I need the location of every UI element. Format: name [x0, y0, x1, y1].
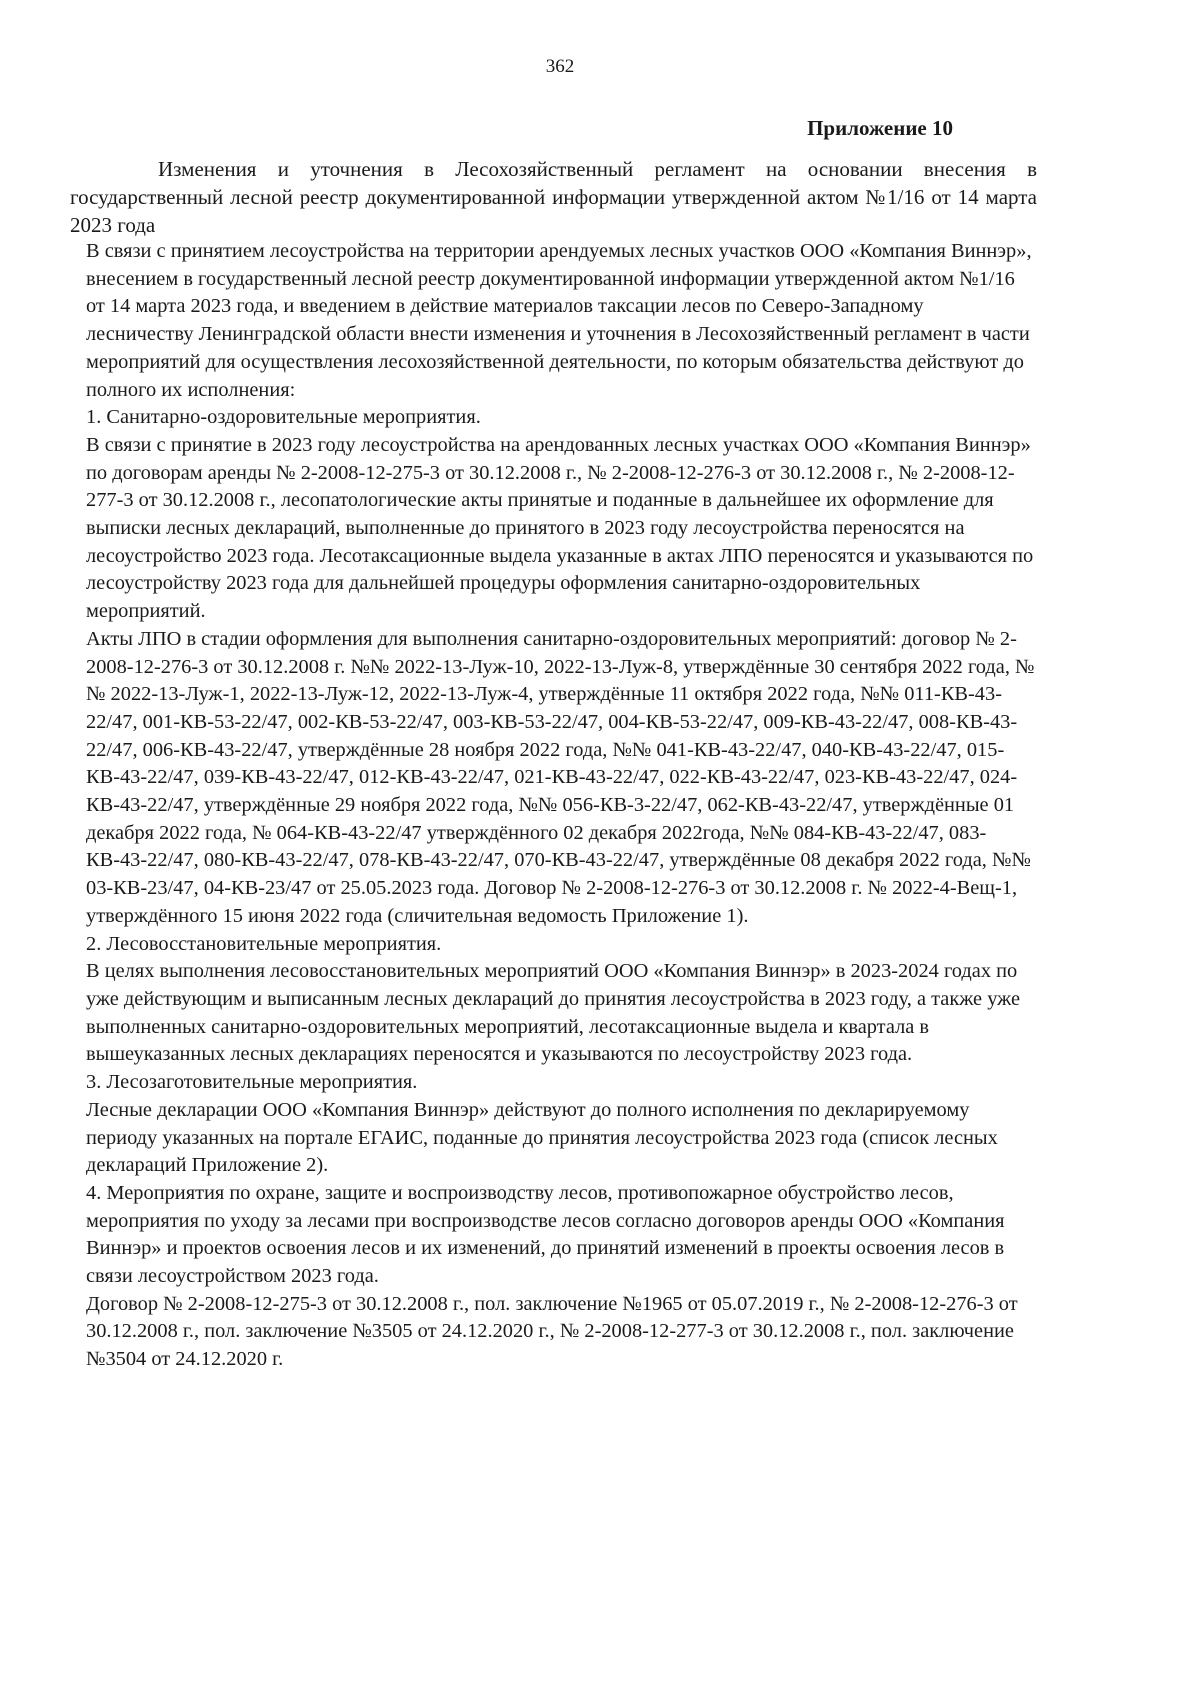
paragraph-reforestation: В целях выполнения лесовосстановительных мероприятий ООО «Компания Виннэр» в 2023-2024 годах по уже действующим и выписанным лесных деклараций до принятия лесоустройства в 2023 году, а также уже выполненных санитарно-оздоровительных мероприятий, лесотаксационные выдела и квартала в вышеуказанных лесных декларациях переносятся и указываются по лесоустройству 2023 года. [86, 960, 1021, 1066]
body-text [86, 238, 1036, 1374]
page-number: 362 [545, 56, 575, 77]
paragraph-logging: Лесные декларации ООО «Компания Виннэр» действуют до полного исполнения по декларируемому периоду указанных на портале ЕГАИС, поданные до принятия лесоустройства 2023 года (список лесных деклараций Приложение 2). [86, 1098, 998, 1177]
intro-heading: Изменения и уточнения в Лесохозяйственный регламент на основании внесения в государственный лесной реестр документированной информации утвержденной актом №1/16 от 14 марта 2023 года [70, 157, 1037, 237]
appendix-label: Приложение 10 [807, 116, 953, 140]
paragraph-sanitary: В связи с принятие в 2023 году лесоустройства на арендованных лесных участках ООО «Компания Виннэр» по договорам аренды № 2-2008-12-275-3 от 30.12.2008 г., № 2-2008-12-276-3 от 30.12.2008 г., № 2-2008-12-277-3 от 30.12.2008 г., лесопатологические акты принятые и поданные в дальнейшее их оформление для выписки лесных деклараций, выполненные до принятого в 2023 году лесоустройства переносятся на лесоустройство 2023 года. Лесотаксационные выдела указанные в актах ЛПО переносятся и указываются по лесоустройству 2023 года для дальнейшей процедуры оформления санитарно-оздоровительных мероприятий. [86, 433, 1034, 623]
section-heading-sanitary: 1. Санитарно-оздоровительные мероприятия. [86, 406, 481, 429]
section-heading-reforestation: 2. Лесовосстановительные мероприятия. [86, 932, 442, 955]
paragraph-contracts: Договор № 2-2008-12-275-3 от 30.12.2008 г., пол. заключение №1965 от 05.07.2019 г., № 2-2008-12-276-3 от 30.12.2008 г., пол. заключение №3505 от 24.12.2020 г., № 2-2008-12-277-3 от 30.12.2008 г., пол. заключение №3504 от 24.12.2020 г. [86, 1292, 1018, 1371]
section-heading-logging: 3. Лесозаготовительные мероприятия. [86, 1071, 418, 1094]
paragraph-preamble: В связи с принятием лесоустройства на территории арендуемых лесных участков ООО «Компания Виннэр», внесением в государственный лесной реестр документированной информации утвержденной актом №1/16 от 14 марта 2023 года, и введением в действие материалов таксации лесов по Северо-Западному лесничеству Ленинградской области внести изменения и уточнения в Лесохозяйственный регламент в части мероприятий для осуществления лесохозяйственной деятельности, по которым обязательства действуют до полного их исполнения: [86, 240, 1032, 401]
section-heading-protection: 4. Мероприятия по охране, защите и воспроизводству лесов, противопожарное обустройство лесов, мероприятия по уходу за лесами при воспроизводстве лесов согласно договоров аренды ООО «Компания Виннэр» и проектов освоения лесов и их изменений, до принятий изменений в проекты освоения лесов в связи лесоустройством 2023 года. [86, 1181, 1005, 1288]
paragraph-lpo-acts: Акты ЛПО в стадии оформления для выполнения санитарно-оздоровительных мероприятий: договор № 2-2008-12-276-3 от 30.12.2008 г. №№ 2022-13-Луж-10, 2022-13-Луж-8, утверждённые 30 сентября 2022 года, №№ 2022-13-Луж-1, 2022-13-Луж-12, 2022-13-Луж-4, утверждённые 11 октября 2022 года, №№ 011-КВ-43-22/47, 001-КВ-53-22/47, 002-КВ-53-22/47, 003-КВ-53-22/47, 004-КВ-53-22/47, 009-КВ-43-22/47, 008-КВ-43-22/47, 006-КВ-43-22/47, утверждённые 28 ноября 2022 года, №№ 041-КВ-43-22/47, 040-КВ-43-22/47, 015-КВ-43-22/47, 039-КВ-43-22/47, 012-КВ-43-22/47, 021-КВ-43-22/47, 022-КВ-43-22/47, 023-КВ-43-22/47, 024-КВ-43-22/47, утверждённые 29 ноября 2022 года, №№ 056-КВ-3-22/47, 062-КВ-43-22/47, утверждённые 01 декабря 2022 года, № 064-КВ-43-22/47 утверждённого 02 декабря 2022года, №№ 084-КВ-43-22/47, 083-КВ-43-22/47, 080-КВ-43-22/47, 078-КВ-43-22/47, 070-КВ-43-22/47, утверждённые 08 декабря 2022 года, №№ 03-КВ-23/47, 04-КВ-23/47 от 25.05.2023 года. Договор № 2-2008-12-276-3 от 30.12.2008 г. № 2022-4-Вещ-1, утверждённого 15 июня 2022 года (сличительная ведомость Приложение 1). [86, 627, 1035, 927]
